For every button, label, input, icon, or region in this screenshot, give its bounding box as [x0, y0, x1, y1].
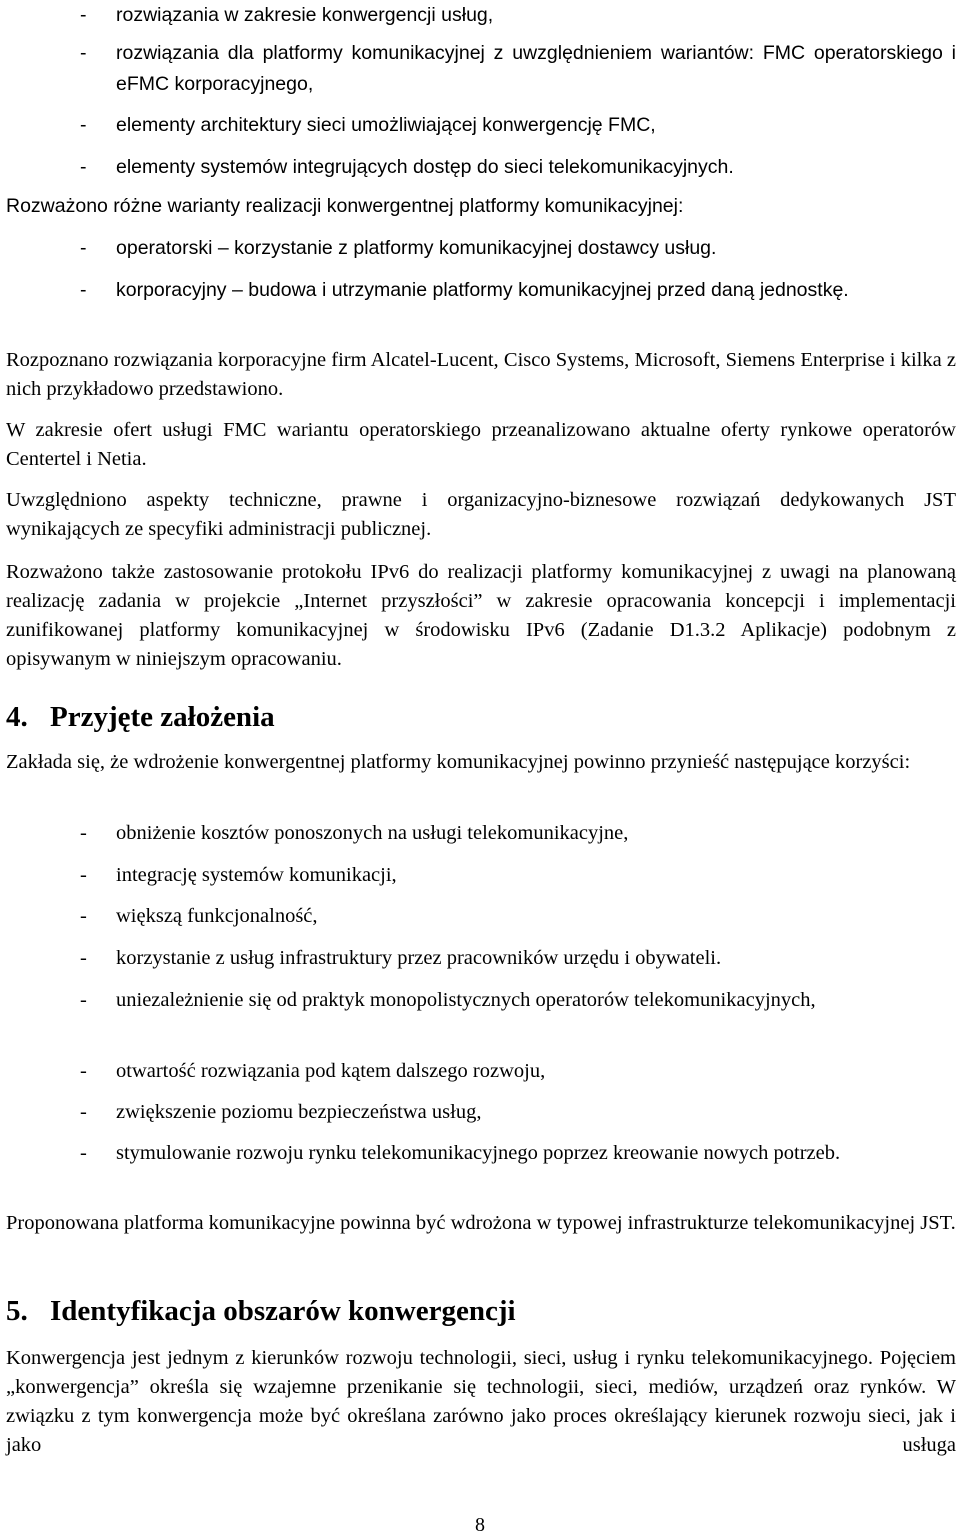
list-item: - uniezależnienie się od praktyk monopolistycznych operatorów telekomunikacyjnych, [6, 985, 956, 1015]
variants-intro: Rozważono różne warianty realizacji konwergentnej platformy komunikacyjnej: [6, 195, 684, 217]
list-dash: - [80, 279, 87, 301]
paragraph-aspects: Uwzględniono aspekty techniczne, prawne i organizacyjno-biznesowe rozwiązań dedykowanych JST wynikających ze specyfiki administracji publicznej. [6, 489, 956, 540]
list-item: - rozwiązania w zakresie konwergencji usług, [6, 0, 956, 30]
list-dash: - [80, 1142, 87, 1164]
list-item: - stymulowanie rozwoju rynku telekomunikacyjnego poprzez kreowanie nowych potrzeb. [6, 1138, 956, 1168]
paragraph-proposal: Proponowana platforma komunikacyjne powinna być wdrożona w typowej infrastrukturze telekomunikacyjnej JST. [6, 1212, 956, 1234]
list-item: - obniżenie kosztów ponoszonych na usługi telekomunikacyjne, [6, 818, 956, 848]
paragraph-recognized: Rozpoznano rozwiązania korporacyjne firm Alcatel-Lucent, Cisco Systems, Microsoft, Siemens Enterprise i kilka z nich przykładowo przedstawiono. [6, 349, 956, 400]
list-item: - elementy architektury sieci umożliwiającej konwergencję FMC, [6, 110, 956, 140]
list-item: - korzystanie z usług infrastruktury przez pracowników urzędu i obywateli. [6, 943, 956, 973]
list-item: - zwiększenie poziomu bezpieczeństwa usług, [6, 1097, 956, 1127]
section-5-heading [6, 1293, 956, 1329]
list-item: - operatorski – korzystanie z platformy komunikacyjnej dostawcy usług. [6, 233, 956, 263]
list-dash: - [80, 905, 87, 927]
page-number: 8 [475, 1514, 485, 1536]
list-dash: - [80, 156, 87, 178]
section-title: Przyjęte założenia [50, 701, 275, 733]
list-item: - rozwiązania dla platformy komunikacyjnej z uwzględnieniem wariantów: FMC operatorskiego i eFMC korporacyjnego, [6, 38, 956, 100]
paragraph-benefits-intro: Zakłada się, że wdrożenie konwergentnej platformy komunikacyjnej powinno przynieść następujące korzyści: [6, 751, 911, 773]
list-dash: - [80, 989, 87, 1011]
paragraph-offers: W zakresie ofert usługi FMC wariantu operatorskiego przeanalizowano aktualne oferty rynkowe operatorów Centertel i Netia. [6, 419, 956, 470]
section-number: 4. [6, 701, 28, 733]
paragraph-convergence: Konwergencja jest jednym z kierunków rozwoju technologii, sieci, usług i rynku telekomunikacyjnego. Pojęciem „konwergencja” określa się wzajemne przenikanie się technologii, sieci, mediów, urządzeń oraz rynków. W związku z tym konwergencja może być określana zarówno jako proces określający kierunek rozwoju sieci, jak i jako usługa [6, 1347, 956, 1456]
paragraph-ipv6: Rozważono także zastosowanie protokołu IPv6 do realizacji platformy komunikacyjnej z uwagi na planowaną realizację zadania w projekcie „Internet przyszłości” w zakresie opracowania koncepcji i implementacji zunifikowanej platformy komunikacyjnej w środowisku IPv6 (Zadanie D1.3.2 Aplikacje) podobnym z opisywanym w niniejszym opracowaniu. [6, 561, 956, 670]
list-dash: - [80, 1101, 87, 1123]
list-item: - integrację systemów komunikacji, [6, 860, 956, 890]
section-4-heading [6, 699, 956, 735]
list-item: - większą funkcjonalność, [6, 901, 956, 931]
section-title: Identyfikacja obszarów konwergencji [50, 1295, 516, 1327]
list-dash: - [80, 4, 87, 26]
list-item: - korporacyjny – budowa i utrzymanie platformy komunikacyjnej przed daną jednostkę. [6, 275, 956, 305]
section-number: 5. [6, 1295, 28, 1327]
list-dash: - [80, 42, 87, 64]
list-dash: - [80, 1060, 87, 1082]
list-dash: - [80, 947, 87, 969]
list-dash: - [80, 237, 87, 259]
list-item: - otwartość rozwiązania pod kątem dalszego rozwoju, [6, 1056, 956, 1086]
list-dash: - [80, 864, 87, 886]
list-dash: - [80, 114, 87, 136]
list-dash: - [80, 822, 87, 844]
list-item: - elementy systemów integrujących dostęp do sieci telekomunikacyjnych. [6, 152, 956, 182]
